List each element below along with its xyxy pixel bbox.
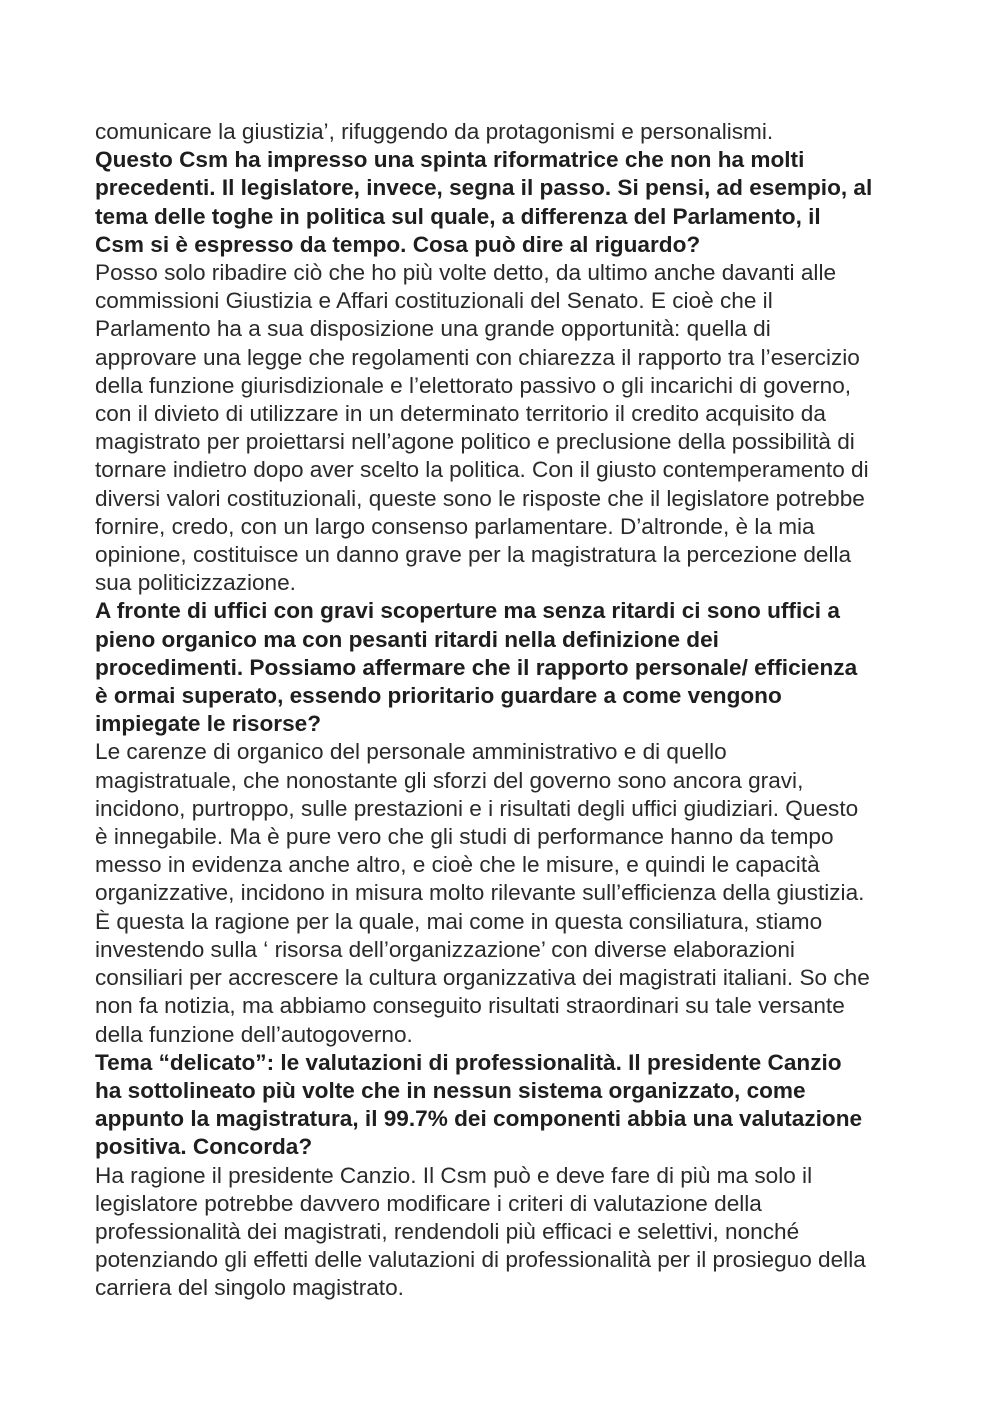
text-line: impiegate le risorse? [95,711,322,737]
question-valutazioni-professionalita [95,1049,915,1162]
answer-continuation [95,118,915,146]
text-line: Csm si è espresso da tempo. Cosa può dire al riguardo? [95,231,701,257]
text-line: della funzione giurisdizionale e l’elettorato passivo o gli incarichi di governo, [95,372,852,398]
text-line: È questa la ragione per la quale, mai come in questa consiliatura, stiamo [95,908,823,934]
answer-valutazioni-professionalita [95,1162,915,1303]
text-line: approvare una legge che regolamenti con chiarezza il rapporto tra l’esercizio [95,344,860,370]
text-line: Tema “delicato”: le valutazioni di professionalità. Il presidente Canzio [95,1049,842,1075]
text-line: potenziando gli effetti delle valutazioni di professionalità per il prosieguo della [95,1247,866,1273]
text-line: organizzative, incidono in misura molto rilevante sull’efficienza della giustizia. [95,880,865,906]
text-line: è ormai superato, essendo prioritario guardare a come vengono [95,683,782,709]
text-line: è innegabile. Ma è pure vero che gli studi di performance hanno da tempo [95,824,834,850]
text-line: con il divieto di utilizzare in un determinato territorio il credito acquisito da [95,401,826,427]
text-line: non fa notizia, ma abbiamo conseguito risultati straordinari su tale versante [95,993,845,1019]
text-line: diversi valori costituzionali, queste sono le risposte che il legislatore potrebbe [95,485,865,511]
text-line: fornire, credo, con un largo consenso parlamentare. D’altronde, è la mia [95,513,815,539]
question-uffici-ritardi [95,597,915,738]
text-line: tornare indietro dopo aver scelto la politica. Con il giusto contemperamento di [95,457,869,483]
text-line: incidono, purtroppo, sulle prestazioni e i risultati degli uffici giudiziari. Questo [95,795,859,821]
text-line: Ha ragione il presidente Canzio. Il Csm può e deve fare di più ma solo il [95,1162,813,1188]
text-line: appunto la magistratura, il 99.7% dei componenti abbia una valutazione [95,1106,863,1132]
text-line: Posso solo ribadire ciò che ho più volte detto, da ultimo anche davanti alle [95,260,837,286]
text-line: messo in evidenza anche altro, e cioè che le misure, e quindi le capacità [95,852,820,878]
text-line: Parlamento ha a sua disposizione una grande opportunità: quella di [95,316,771,342]
text-line: legislatore potrebbe davvero modificare i criteri di valutazione della [95,1190,762,1216]
text-line: opinione, costituisce un danno grave per la magistratura la percezione della [95,542,852,568]
document-page [95,118,915,1303]
text-line: positiva. Concorda? [95,1134,313,1160]
text-line: sua politicizzazione. [95,570,296,596]
text-line: A fronte di uffici con gravi scoperture ma senza ritardi ci sono uffici a [95,598,840,624]
question-toghe-in-politica [95,146,915,259]
answer-toghe-in-politica [95,259,915,597]
text-line: ha sottolineato più volte che in nessun sistema organizzato, come [95,1077,806,1103]
text-line: procedimenti. Possiamo affermare che il rapporto personale/ efficienza [95,654,858,680]
answer-uffici-ritardi [95,738,915,1048]
text-line: Questo Csm ha impresso una spinta riformatrice che non ha molti [95,147,805,173]
text-line: pieno organico ma con pesanti ritardi nella definizione dei [95,626,719,652]
text-line: professionalità dei magistrati, rendendoli più efficaci e selettivi, nonché [95,1218,800,1244]
text-line: investendo sulla ‘ risorsa dell’organizzazione’ con diverse elaborazioni [95,936,795,962]
text-line: consiliari per accrescere la cultura organizzativa dei magistrati italiani. So che [95,965,870,991]
text-line: Le carenze di organico del personale amministrativo e di quello [95,739,727,765]
text-line: commissioni Giustizia e Affari costituzionali del Senato. E cioè che il [95,288,773,314]
text-line: tema delle toghe in politica sul quale, a differenza del Parlamento, il [95,203,821,229]
text-line: carriera del singolo magistrato. [95,1275,404,1301]
text-line: comunicare la giustizia’, rifuggendo da protagonismi e personalismi. [95,119,774,144]
text-line: magistrato per proiettarsi nell’agone politico e preclusione della possibilità di [95,429,855,455]
text-line: della funzione dell’autogoverno. [95,1021,413,1047]
text-line: precedenti. Il legislatore, invece, segna il passo. Si pensi, ad esempio, al [95,175,873,201]
text-line: magistratuale, che nonostante gli sforzi del governo sono ancora gravi, [95,767,804,793]
